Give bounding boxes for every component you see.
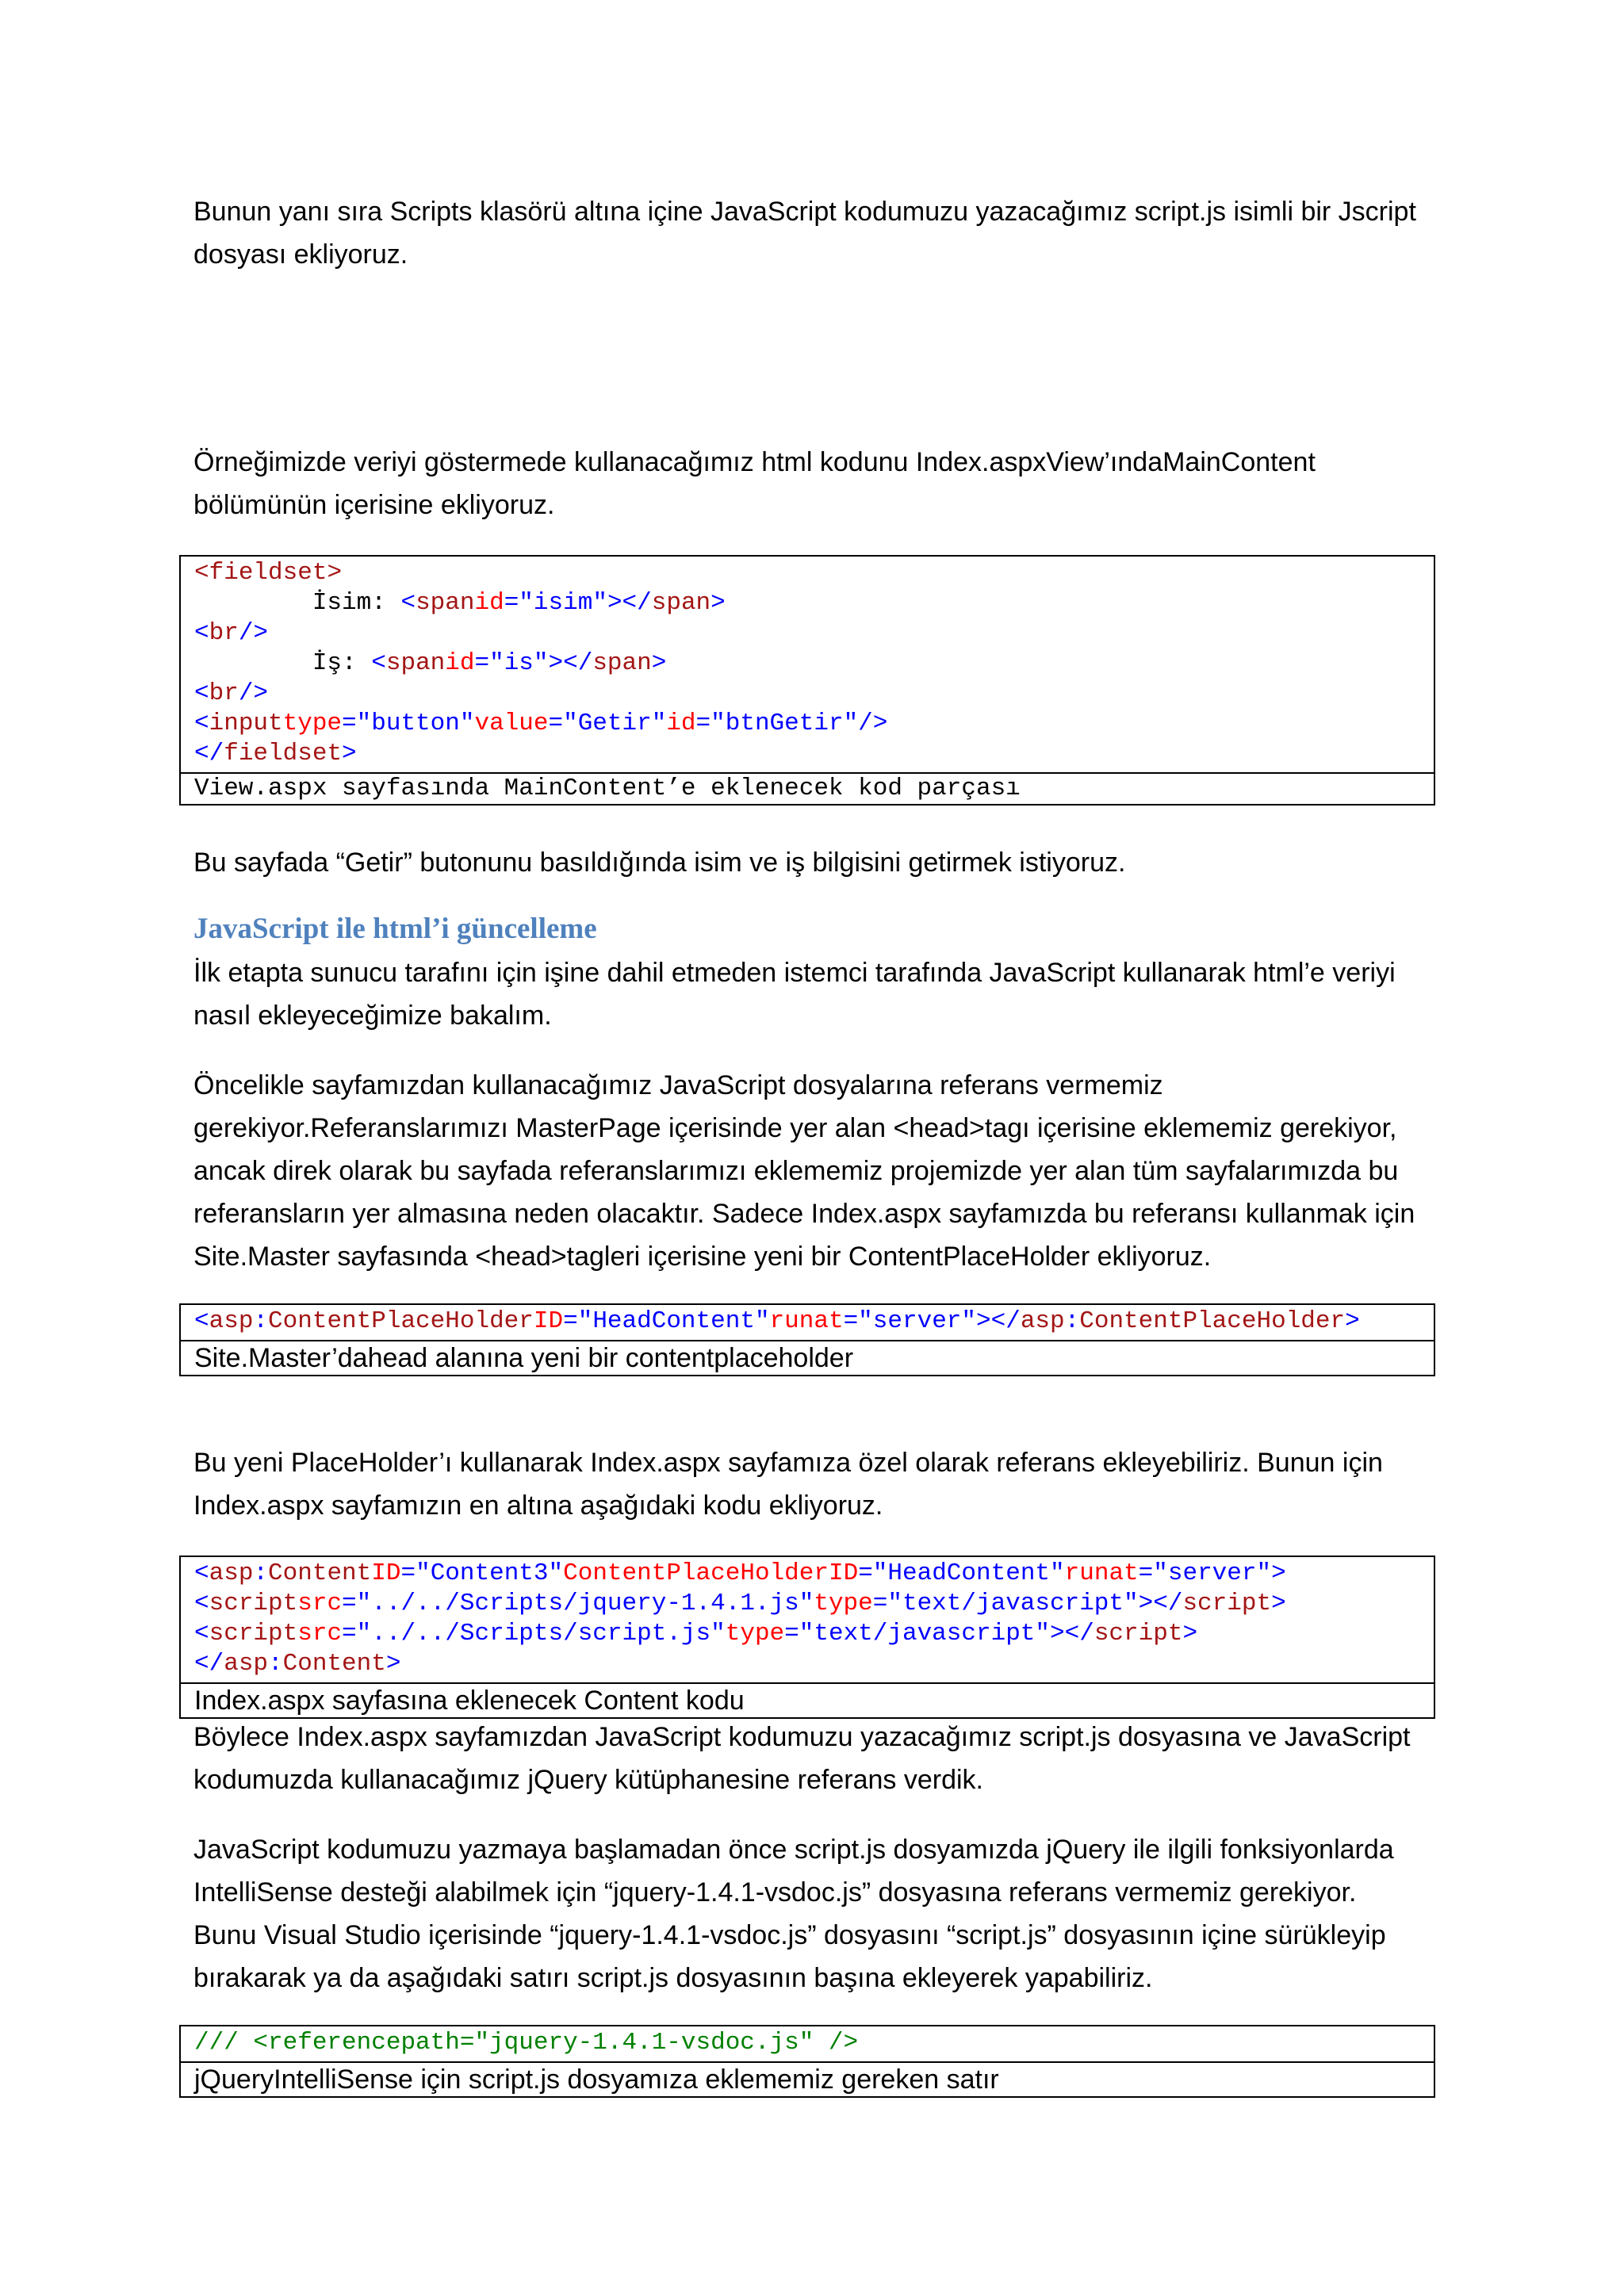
code-token: asp (209, 1307, 254, 1335)
paragraph-html-code-intro (193, 441, 1446, 526)
code-token: > (327, 559, 343, 587)
code-token: span (385, 649, 446, 677)
code-token: Content (282, 1650, 386, 1678)
code-token: < (194, 710, 209, 737)
text-line: Index.aspx sayfamızın en altına aşağıdaki kodu ekliyoruz. (193, 1490, 883, 1521)
code-token: </ (194, 740, 224, 767)
code-token: < (371, 649, 386, 677)
code-caption: Index.aspx sayfasına eklenecek Content kodu (181, 1682, 1434, 1717)
code-line (194, 1559, 1434, 1589)
code-token: value (474, 710, 549, 737)
code-line (194, 649, 1434, 679)
code-token: runat (769, 1307, 844, 1335)
code-token: id (474, 589, 504, 617)
text-line: Örneğimizde veriyi göstermede kullanacağımız html kodunu Index.aspxView’ındaMainContent (193, 447, 1316, 477)
code-token: ID (371, 1559, 401, 1587)
code-token: : (253, 1559, 269, 1587)
code-token: /> (238, 679, 269, 707)
code-token: runat (1064, 1559, 1139, 1587)
code-token: span (416, 589, 475, 617)
code-caption: View.aspx sayfasında MainContent’e eklenecek kod parçası (181, 772, 1434, 804)
text-line: Site.Master sayfasında <head>tagleri içerisine yeni bir ContentPlaceHolder ekliyoruz. (193, 1242, 1212, 1272)
paragraph-client-side (193, 951, 1446, 1037)
code-lines (181, 1557, 1434, 1682)
text-line: referansların yer almasına neden olacaktır. Sadece Index.aspx sayfamızda bu referansı kullanmak için (193, 1199, 1415, 1229)
section-heading: JavaScript ile html’i güncelleme (193, 913, 597, 945)
text-line: dosyası ekliyoruz. (193, 239, 408, 270)
code-token: ="Content3" (400, 1559, 564, 1587)
code-line (194, 709, 1434, 739)
code-caption: Site.Master’dahead alanına yeni bir contentplaceholder (181, 1340, 1434, 1375)
code-token: İsim: (194, 589, 401, 617)
code-token: </ (194, 1650, 224, 1678)
code-token: ="text/javascript"></ (872, 1590, 1183, 1617)
code-token: : (1064, 1307, 1080, 1335)
code-line (194, 588, 1434, 618)
text-line: Bu yeni PlaceHolder’ı kullanarak Index.aspx sayfamıza özel olarak referans ekleyebiliriz. Bunun için (193, 1448, 1383, 1478)
code-token: > (1182, 1620, 1198, 1647)
code-token: ContentPlaceHolderID (563, 1559, 859, 1587)
code-lines (181, 1305, 1434, 1340)
text-line: kodumuzda kullanacağımız jQuery kütüphanesine referans verdik. (193, 1765, 983, 1795)
code-token: < (194, 619, 209, 647)
paragraph-intellisense (193, 1828, 1446, 1999)
code-token: script (1094, 1620, 1183, 1647)
text-line: Bunu Visual Studio içerisinde “jquery-1.4.1-vsdoc.js” dosyasını “script.js” dosyasının içine sürükleyip (193, 1920, 1386, 1950)
code-token: src (297, 1620, 343, 1647)
code-lines (181, 2026, 1434, 2061)
code-block-content (179, 1556, 1435, 1719)
code-line (194, 1619, 1434, 1649)
code-block-fieldset (179, 555, 1435, 806)
code-token: : (268, 1650, 283, 1678)
code-token: ="HeadContent" (858, 1559, 1065, 1587)
code-token: < (194, 1307, 209, 1335)
text-line: İlk etapta sunucu tarafını için işine dahil etmeden istemci tarafında JavaScript kullanarak html’e veriyi (193, 958, 1396, 988)
code-token: > (1345, 1307, 1360, 1335)
paragraph-jquery-reference (193, 1716, 1446, 1801)
code-token: ="btnGetir"/> (695, 710, 888, 737)
code-token: ="is" (474, 649, 549, 677)
code-token: asp (1020, 1307, 1065, 1335)
code-token: /> (238, 619, 269, 647)
code-token: type (282, 710, 343, 737)
code-token: İş: (194, 649, 372, 677)
code-token: span (592, 649, 652, 677)
code-token: < (194, 1620, 209, 1647)
code-token: script (209, 1590, 298, 1617)
code-block-reference-path (179, 2025, 1435, 2098)
code-token: < (194, 679, 209, 707)
code-caption: jQueryIntelliSense için script.js dosyamıza eklememiz gereken satır (181, 2061, 1434, 2096)
code-token: ID (533, 1307, 564, 1335)
text-line: Böylece Index.aspx sayfamızdan JavaScript kodumuzu yazacağımız script.js dosyasına ve JavaScript (193, 1722, 1411, 1752)
code-token: ="text/javascript"></ (784, 1620, 1094, 1647)
text-line: Bunun yanı sıra Scripts klasörü altına içine JavaScript kodumuzu yazacağımız script.js isimli bir Jscript (193, 197, 1416, 227)
code-line (194, 618, 1434, 649)
code-token: ="server"></ (843, 1307, 1021, 1335)
text-line: Bu sayfada “Getir” butonunu basıldığında isim ve iş bilgisini getirmek istiyoruz. (193, 848, 1126, 878)
code-line (194, 739, 1434, 769)
code-line (194, 1649, 1434, 1679)
text-line: ancak direk olarak bu sayfada referanslarımızı eklememiz projemizde yer alan tüm sayfalarımızda bu (193, 1156, 1399, 1186)
code-token: < (194, 1559, 209, 1587)
code-token: input (209, 710, 283, 737)
code-token: ContentPlaceHolder (1079, 1307, 1346, 1335)
code-token: ="server"> (1138, 1559, 1286, 1587)
paragraph-placeholder-usage (193, 1441, 1446, 1527)
code-token: ></ (607, 589, 652, 617)
paragraph-references (193, 1064, 1446, 1278)
code-line (194, 558, 1434, 588)
text-line: gerekiyor.Referanslarımızı MasterPage içerisinde yer alan <head>tagı içerisine eklememiz gerekiyor, (193, 1113, 1397, 1143)
text-line: Öncelikle sayfamızdan kullanacağımız JavaScript dosyalarına referans vermemiz (193, 1070, 1163, 1100)
code-token: ="HeadContent" (563, 1307, 770, 1335)
text-line: IntelliSense desteği alabilmek için “jquery-1.4.1-vsdoc.js” dosyasına referans vermemiz gerekiyor. (193, 1877, 1357, 1908)
code-line (194, 1307, 1434, 1337)
code-token: > (710, 589, 726, 617)
code-token: fieldset (224, 740, 343, 767)
code-token: Content (268, 1559, 372, 1587)
code-token: id (445, 649, 475, 677)
code-token: > (651, 649, 667, 677)
code-line (194, 2028, 1434, 2058)
code-token: script (1182, 1590, 1272, 1617)
code-token: : (253, 1307, 269, 1335)
text-line: bölümünün içerisine ekliyoruz. (193, 490, 555, 520)
paragraph-scripts-folder (193, 190, 1446, 276)
code-token: asp (224, 1650, 269, 1678)
code-token: < (194, 1590, 209, 1617)
code-lines (181, 557, 1434, 772)
code-block-contentplaceholder (179, 1303, 1435, 1376)
code-token: > (385, 1650, 401, 1678)
code-token: br (209, 679, 239, 707)
text-line: bırakarak ya da aşağıdaki satırı script.js dosyasının başına ekleyerek yapabiliriz. (193, 1963, 1153, 1993)
code-token: ="../../Scripts/jquery-1.4.1.js" (342, 1590, 814, 1617)
code-token: ="isim" (504, 589, 607, 617)
code-token: ContentPlaceHolder (268, 1307, 534, 1335)
code-line (194, 679, 1434, 709)
code-token: span (651, 589, 711, 617)
code-token: /// <referencepath="jquery-1.4.1-vsdoc.js" /> (194, 2029, 859, 2057)
code-token: ></ (548, 649, 593, 677)
code-token: < (400, 589, 416, 617)
code-token: type (814, 1590, 873, 1617)
text-line: JavaScript kodumuzu yazmaya başlamadan önce script.js dosyamızda jQuery ile ilgili fonksiyonlarda (193, 1835, 1394, 1865)
code-token: id (666, 710, 696, 737)
code-token: ="button" (342, 710, 475, 737)
text-line: nasıl ekleyeceğimize bakalım. (193, 1001, 552, 1031)
code-token: > (342, 740, 357, 767)
code-token: script (209, 1620, 298, 1647)
code-token: br (209, 619, 239, 647)
paragraph-getir-button (193, 841, 1446, 884)
code-token: asp (209, 1559, 254, 1587)
code-token: > (1271, 1590, 1286, 1617)
code-token: ="../../Scripts/script.js" (342, 1620, 726, 1647)
code-token: ="Getir" (548, 710, 667, 737)
code-line (194, 1589, 1434, 1619)
code-token: src (297, 1590, 343, 1617)
code-token: fieldset (209, 559, 327, 587)
code-token: type (725, 1620, 785, 1647)
code-token: < (194, 559, 209, 587)
